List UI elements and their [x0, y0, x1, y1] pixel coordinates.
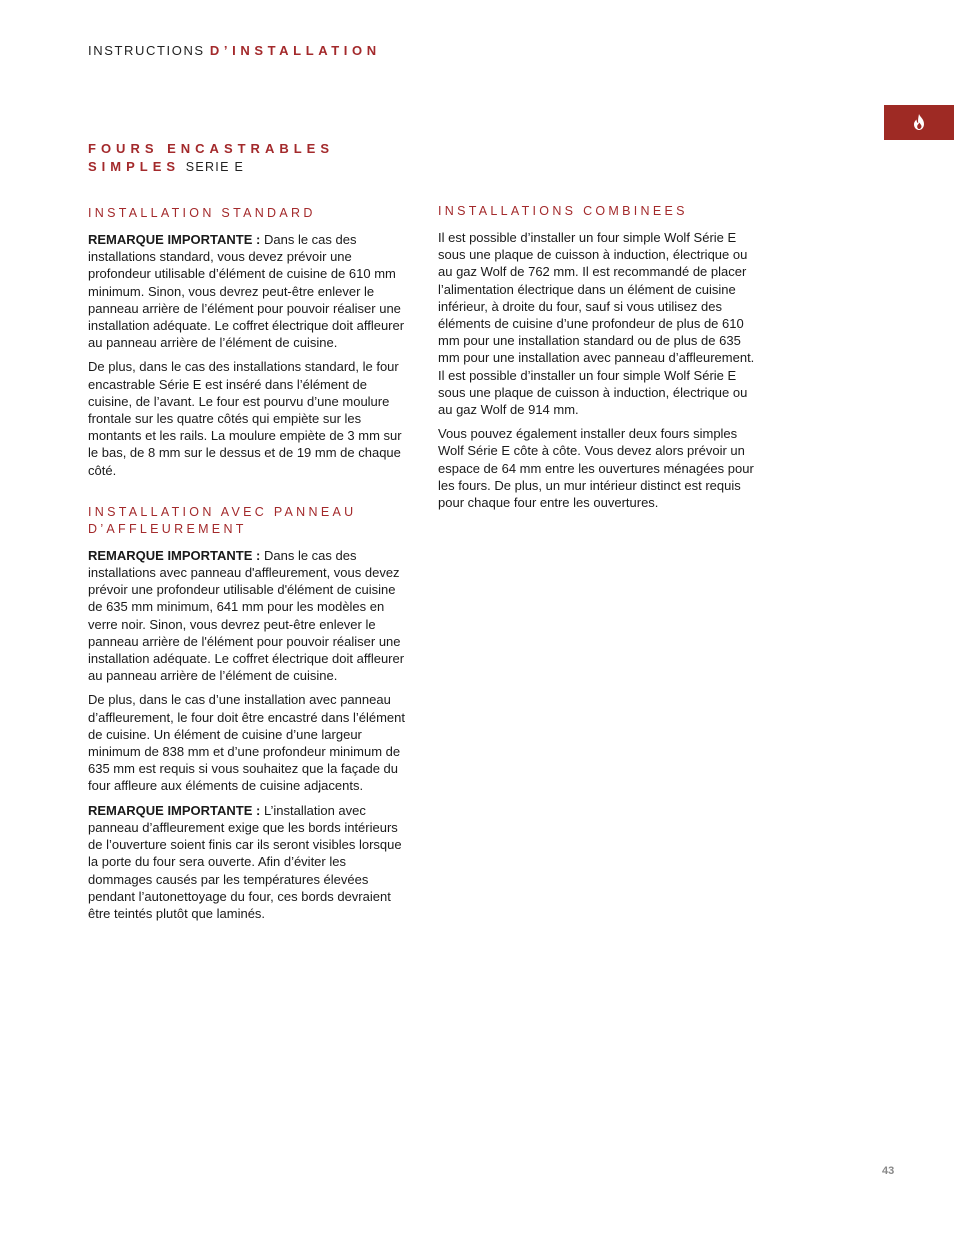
- header-accent: D’INSTALLATION: [209, 43, 381, 58]
- note-label: REMARQUE IMPORTANTE :: [88, 547, 261, 563]
- paragraph: [88, 802, 408, 922]
- paragraph: [88, 231, 408, 351]
- note-label: REMARQUE IMPORTANTE :: [88, 802, 261, 818]
- note-label: REMARQUE IMPORTANTE :: [88, 232, 261, 247]
- section-heading-flush: INSTALLATION AVEC PANNEAU D’AFFLEUREMENT: [88, 504, 357, 536]
- running-header: [88, 43, 381, 58]
- left-column: [88, 205, 408, 929]
- paragraph: De plus, dans le cas des installations standard, le four encastrable Série E est inséré dans l’élément de cuisine, de l’avant. Le four est pourvu d’une moulure frontale sur les quatre côtés qui empiète sur les montants et les rails. La moulure empiète de 3 mm sur le bas, de 8 mm sur le dessus et de 19 mm de chaque côté.: [88, 359, 402, 478]
- paragraph: [88, 547, 408, 685]
- page-number: 43: [882, 1165, 895, 1177]
- title-line2: SIMPLES: [88, 159, 181, 174]
- page-title: [88, 140, 334, 176]
- section-tab[interactable]: [884, 105, 954, 140]
- paragraph-text: Dans le cas des installations avec panneau d'affleurement, vous devez prévoir une profondeur utilisable d'élément de cuisine de 635 mm minimum, 641 mm pour les modèles en verre noir. Sinon, vous devrez peut-être enlever le panneau arrière de l'élément pour pouvoir réaliser une installation adéquate. Le coffret électrique doit affleurer au panneau arrière de l’élément de cuisine.: [88, 547, 405, 684]
- paragraph: De plus, dans le cas d’une installation avec panneau d’affleurement, le four doit être encastré dans l’élément de cuisine. Un élément de cuisine d’une largeur minimum de 838 mm et d’une profondeur minimum de 635 mm est requis si vous souhaitez que la façade du four affleure aux éléments de cuisine adjacents.: [88, 692, 405, 794]
- paragraph-text: Dans le cas des installations standard, vous devez prévoir une profondeur utilisable d’élément de cuisine de 610 mm minimum. Sinon, vous devrez peut-être enlever le panneau arrière de l’élément pour pouvoir réaliser une installation adéquate. Le coffret électrique doit affleurer au panneau arrière de l’élément de cuisine.: [88, 232, 405, 351]
- section-heading-combined: INSTALLATIONS COMBINEES: [438, 204, 688, 218]
- paragraph: Il est possible d’installer un four simple Wolf Série E sous une plaque de cuisson à induction, électrique ou au gaz Wolf de 762 mm. Il est recommandé de placer l’alimentation électrique dans un élément de cuisine inférieur, à droite du four, sauf si vous utilisez des éléments de cuisine d’une profondeur de plus de 610 mm pour une installation standard ou de plus de 635 mm pour une installation avec panneau d’affleurement. Il est possible d’installer un four simple Wolf Série E sous une plaque de cuisson à induction, électrique ou au gaz Wolf de 914 mm.: [438, 230, 755, 418]
- header-prefix: INSTRUCTIONS: [88, 43, 205, 58]
- title-line1: FOURS ENCASTRABLES: [88, 141, 335, 156]
- section-heading-standard: INSTALLATION STANDARD: [88, 206, 316, 220]
- paragraph: Vous pouvez également installer deux fours simples Wolf Série E côte à côte. Vous devez alors prévoir un espace de 64 mm entre les ouvertures ménagées pour les fours. De plus, un mur intérieur distinct est requis pour chaque four entre les ouvertures.: [438, 426, 754, 511]
- title-suffix: SERIE E: [185, 160, 245, 174]
- paragraph-text: L’installation avec panneau d’affleurement exige que les bords intérieurs de l’ouverture soient finis car ils seront visibles lorsque la porte du four sera ouverte. Afin d’éviter les dommages causés par les températures élevées pendant l’autonettoyage du four, ces bords devraient être teintés plutôt que laminés.: [88, 802, 402, 921]
- right-column: [438, 203, 758, 518]
- flame-icon: [913, 114, 925, 130]
